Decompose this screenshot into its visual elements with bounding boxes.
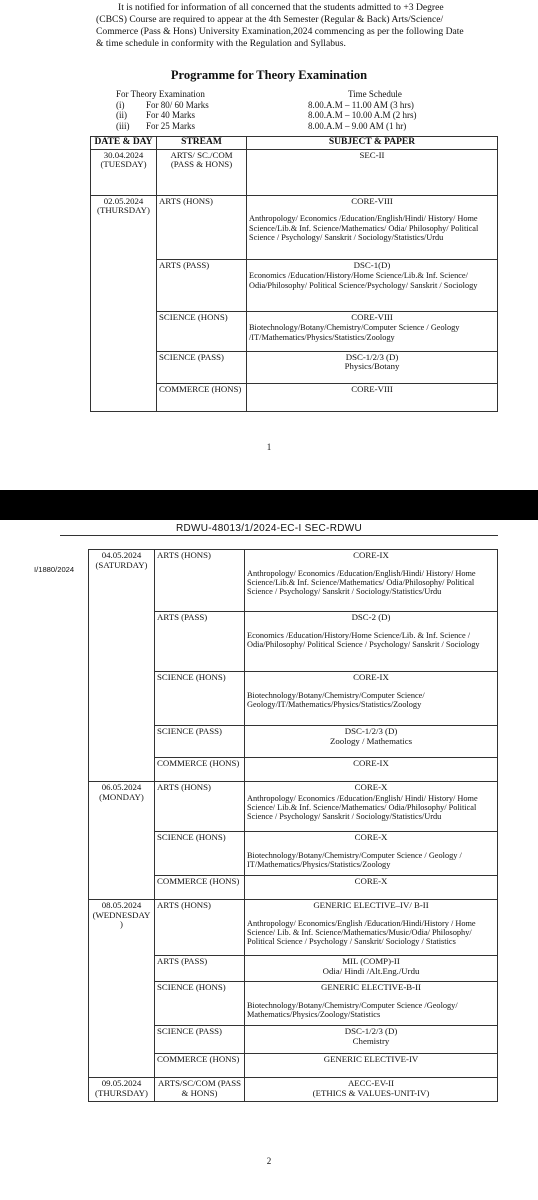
paper-title: CORE-X [354,876,388,886]
subject-cell [245,758,498,782]
schedule-label: For 40 Marks [146,110,195,120]
schedule-time: 8.00.A.M – 9.00 AM (1 hr) [308,120,407,131]
paper-title: GENERIC ELECTIVE–IV/ B-II [313,900,429,910]
subject-cell [247,383,498,411]
page-number: 1 [266,442,272,452]
subject-cell [245,1078,498,1102]
subject-list: Biotechnology/Botany/Chemistry/Computer Science / Geology / IT/Mathematics/Physics/Statistics/Zoology [247,850,462,869]
stream-cell: ARTS/ SC./COM (PASS & HONS) [157,149,247,195]
day-text: (TUESDAY) [100,159,147,170]
stream-cell: ARTS (PASS) [155,612,245,672]
paper-title: CORE-IX [353,550,389,560]
stream-cell: SCIENCE (PASS) [155,1026,245,1054]
divider [60,535,498,536]
subject-list: Anthropology/ Economics /Education/English/ Hindi/ History/ Home Science/ Lib.& Inf. Science/Mathematics/ Odia/Philosophy/ Political Science / Psychology/ Sanskrit / Sociology/Statistics/Urdu [247,793,478,822]
stream-cell: ARTS (HONS) [155,550,245,612]
subject-cell [245,726,498,758]
subject-cell [245,550,498,612]
schedule-label: For 25 Marks [146,120,195,131]
subject-list: Zoology / Mathematics [329,735,413,746]
subject-cell [247,259,498,311]
stream-cell: ARTS/SC/COM (PASS & HONS) [155,1078,245,1102]
subject-cell [245,982,498,1026]
stream-cell: COMMERCE (HONS) [155,758,245,782]
subject-list: Biotechnology/Botany/Chemistry/Computer Science / Geology /IT/Mathematics/Physics/Statistics/Zoology [249,323,460,342]
exam-table-page-1 [90,136,498,412]
schedule-num: (ii) [116,110,127,120]
header-stream: STREAM [157,137,247,150]
date-text: 08.05.2024 [101,900,142,910]
paper-title: GENERIC ELECTIVE-B-II [321,982,421,992]
date-cell [89,900,155,1078]
subject-list: Anthropology/ Economics/English /Education/Hindi/History / Home Science/ Lib. & Inf. Science/Mathematics/Music/Odia/ Philosophy/ Political Science / Psychology / Sanskrit/ Sociology / Statistics [247,918,476,947]
schedule-right-heading: Time Schedule [348,89,402,99]
date-cell [91,195,157,411]
paper-title: CORE-VIII [351,383,393,394]
day-text: (MONDAY) [99,791,144,802]
subject-list: Physics/Botany [344,361,400,372]
date-cell [89,782,155,900]
subject-cell [245,782,498,832]
side-reference: I/1880/2024 [34,565,75,574]
stream-cell: SCIENCE (PASS) [155,726,245,758]
paper-title: DSC-2 (D) [351,612,391,622]
subject-cell [247,351,498,383]
stream-cell: ARTS (HONS) [155,900,245,956]
day-text: (THURSDAY) [95,1087,148,1098]
date-text: 30.04.2024 [103,149,144,160]
schedule-time: 8.00.A.M – 11.00 AM (3 hrs) [308,99,414,110]
paper-title: MIL (COMP)-II [342,956,400,966]
day-text: (SATURDAY) [95,559,148,570]
subject-cell [245,876,498,900]
subject-list: Biotechnology/Botany/Chemistry/Computer Science /Geology/ Mathematics/Physics/Zoology/Statistics [247,1000,458,1019]
stream-cell: ARTS (PASS) [155,956,245,982]
document-page-2 [0,520,538,1200]
subject-list: Biotechnology/Botany/Chemistry/Computer Science/ Geology/IT/Mathematics/Physics/Statistics/Zoology [247,690,425,709]
paper-title: DSC-1/2/3 (D) [344,726,398,736]
date-text: 09.05.2024 [101,1078,142,1088]
paper-title: CORE-X [354,782,388,792]
day-text: (THURSDAY) [97,205,150,216]
stream-cell: SCIENCE (HONS) [155,982,245,1026]
paper-title: AECC-EV-II [347,1078,395,1088]
stream-cell: SCIENCE (PASS) [157,351,247,383]
subject-cell [245,612,498,672]
subject-cell [245,956,498,982]
paper-title: CORE-X [354,832,388,842]
stream-cell: ARTS (PASS) [157,259,247,311]
subject-list: Economics /Education/History/Home Science/Lib. & Inf. Science / Odia/Philosophy/ Political Science / Psychology/ Sanskrit / Sociology [247,630,480,649]
stream-cell: ARTS (HONS) [155,782,245,832]
schedule-label: For 80/ 60 Marks [146,99,209,110]
schedule-num: (iii) [116,120,130,131]
subject-cell [245,1026,498,1054]
subject-cell [247,195,498,259]
paper-title: CORE-VIII [351,311,393,322]
paper-title: CORE-IX [353,758,389,768]
date-text: 02.05.2024 [103,195,144,206]
subject-list: Economics /Education/History/Home Science/Lib.& Inf. Science/ Odia/Philosophy/ Political Science/Psychology/ Sanskrit / Sociology [249,271,478,290]
stream-cell: COMMERCE (HONS) [155,1054,245,1078]
day-text: (WEDNESDAY ) [92,909,151,930]
paper-title: CORE-IX [353,672,389,682]
header-date: DATE & DAY [91,137,157,150]
stream-cell: ARTS (HONS) [157,195,247,259]
paper-title: SEC-II [359,149,385,160]
schedule-times [308,89,417,131]
date-text: 06.05.2024 [101,782,142,792]
schedule-left-heading: For Theory Examination [116,89,205,99]
subject-list: Odia/ Hindi /Alt.Eng./Urdu [322,965,420,976]
paper-title: DSC-1/2/3 (D) [345,351,399,362]
subject-list: (ETHICS & VALUES-UNIT-IV) [312,1087,430,1098]
notice-line: Commerce (Pass & Hons) University Examination,2024 commencing as per the following Date [96,26,464,37]
notice-line: It is notified for information of all concerned that the students admitted to +3 Degree [118,2,444,13]
date-cell [91,149,157,195]
paper-title: DSC-1/2/3 (D) [344,1026,398,1036]
notice-line: & time schedule in conformity with the Regulation and Syllabus. [96,38,346,49]
schedule-marks [116,89,209,131]
date-cell [89,1078,155,1102]
stream-cell: COMMERCE (HONS) [155,876,245,900]
paper-title: GENERIC ELECTIVE-IV [323,1054,419,1064]
paper-title: DSC-1(D) [353,259,391,270]
subject-cell [247,311,498,351]
subject-cell [245,832,498,876]
subject-cell [245,900,498,956]
notice-paragraph [96,2,476,50]
page-number: 2 [266,1156,272,1166]
date-text: 04.05.2024 [101,550,142,560]
notice-line: (CBCS) Course are required to appear at the 4th Semester (Regular & Back) Arts/Science/ [96,14,444,25]
subject-list: Anthropology/ Economics /Education/English/Hindi/ History/ Home Science/Lib.& Inf. Science/Mathematics/ Odia/Philosophy/ Political Science / Psychology/ Sanskrit / Sociology/Statistics/Urdu [247,568,476,597]
stream-cell: COMMERCE (HONS) [157,383,247,411]
header-subject: SUBJECT & PAPER [247,137,498,150]
document-page-1 [0,0,538,490]
stream-cell: SCIENCE (HONS) [155,832,245,876]
file-reference-header: RDWU-48013/1/2024-EC-I SEC-RDWU [175,523,362,534]
schedule-time: 8.00.A.M – 10.00 A.M (2 hrs) [308,110,417,120]
stream-cell: SCIENCE (HONS) [155,672,245,726]
subject-cell [247,149,498,195]
subject-list: Chemistry [352,1035,390,1046]
exam-table-page-2 [88,549,498,1102]
subject-cell [245,1054,498,1078]
paper-title: CORE-VIII [351,195,393,206]
schedule-num: (i) [116,99,125,110]
stream-cell: SCIENCE (HONS) [157,311,247,351]
programme-title: Programme for Theory Examination [170,68,368,82]
subject-cell [245,672,498,726]
date-cell [89,550,155,782]
subject-list: Anthropology/ Economics /Education/English/Hindi/ History/ Home Science/Lib.& Inf. Science/Mathematics/ Odia/ Philosophy/ Political Science / Psychology/ Sanskrit / Sociology/Statistics/Urdu [249,214,479,242]
